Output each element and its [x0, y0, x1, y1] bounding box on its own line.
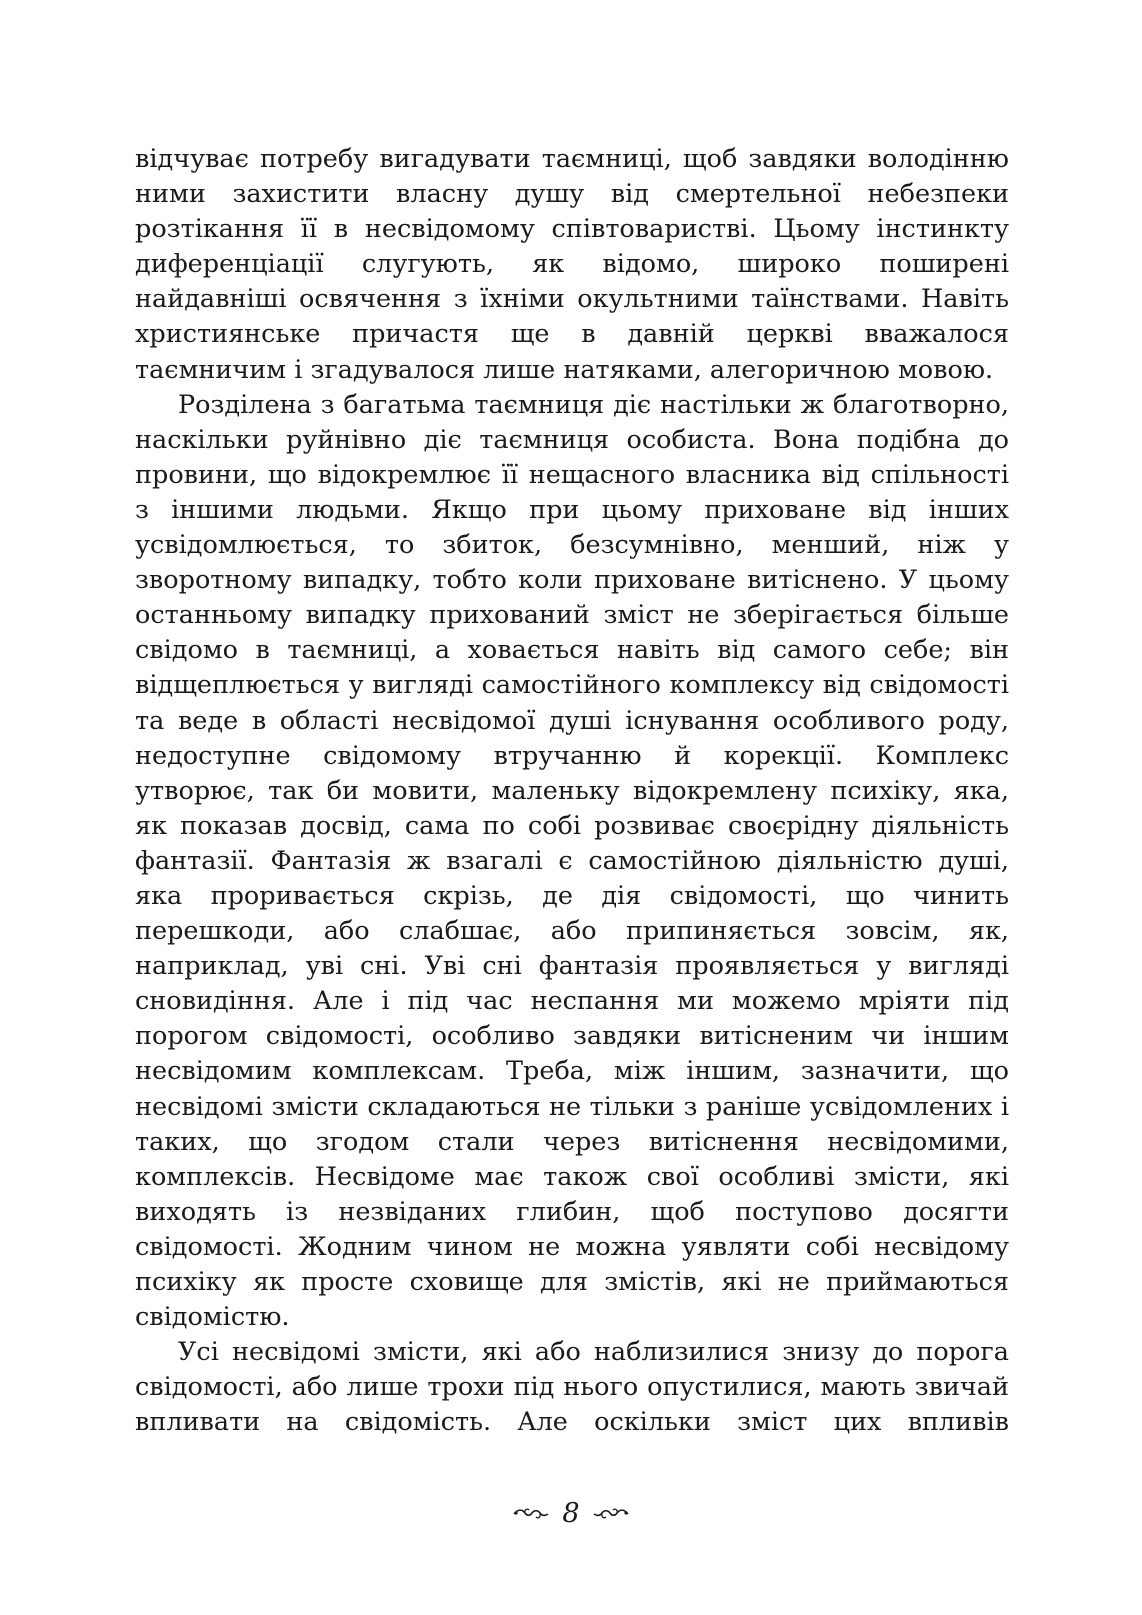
body-text	[135, 142, 1009, 1440]
paragraph-shared-secret: Розділена з багатьма таємниця діє настільки ж благотворно, наскільки руйнівно діє таємниця особиста. Вона подібна до провини, що відокремлює її нещасного власника від спільності з іншими людьми. Якщо при цьому приховане від інших усвідомлюється, то збиток, безсумнівно, менший, ніж у зворотному випадку, тобто коли приховане витіснено. У цьому останньому випадку прихований зміст не зберігається більше свідомо в таємниці, а ховається навіть від самого себе; він відщеплюється у вигляді самостійного комплексу від свідомості та веде в області несвідомої душі існування особливого роду, недоступне свідомому втручанню й корекції. Комплекс утворює, так би мовити, маленьку відокремлену психіку, яка, як показав досвід, сама по собі розвиває своєрідну діяльність фантазії. Фантазія ж взагалі є самостійною діяльністю душі, яка проривається скрізь, де дія свідомості, що чинить перешкоди, або слабшає, або припиняється зовсім, як, наприклад, уві сні. Уві сні фантазія проявляється у вигляді сновидіння. Але і під час неспання ми можемо мріяти під порогом свідомості, особливо завдяки витісненим чи іншим несвідомим комплексам. Треба, між іншим, зазначити, що несвідомі змісти складаються не тільки з раніше усвідомлених і таких, що згодом стали через витіснення несвідомими, комплексів. Несвідоме має також свої особливі змісти, які виходять із незвіданих глибин, щоб поступово досягти свідомості. Жодним чином не можна уявляти собі несвідому психіку як просте сховище для змістів, які не приймаються свідомістю.	[135, 389, 1009, 1333]
page-footer	[0, 1496, 1142, 1532]
page-number: 8	[562, 1498, 580, 1529]
paragraph-continuation: відчуває потребу вигадувати таємниці, щоб завдяки володінню ними захистити власну душу від смертельної небезпеки розтікання її в несвідомому співтоваристві. Цьому інстинкту диференціації слугують, як відомо, широко поширені найдавніші освячення з їхніми окультними таїнствами. Навіть християнське причастя ще в давній церкві вважалося таємничим і згадувалося лише натяками, алегоричною мовою.	[135, 144, 1009, 385]
vine-flourish-icon	[512, 1507, 550, 1521]
vine-flourish-icon	[592, 1507, 630, 1521]
paragraph-unconscious-contents: Усі несвідомі змісти, які або наблизилися знизу до порога свідомості, або лише трохи під нього опустилися, мають звичай впливати на свідомість. Але оскільки зміст цих впливів	[135, 1337, 1009, 1438]
